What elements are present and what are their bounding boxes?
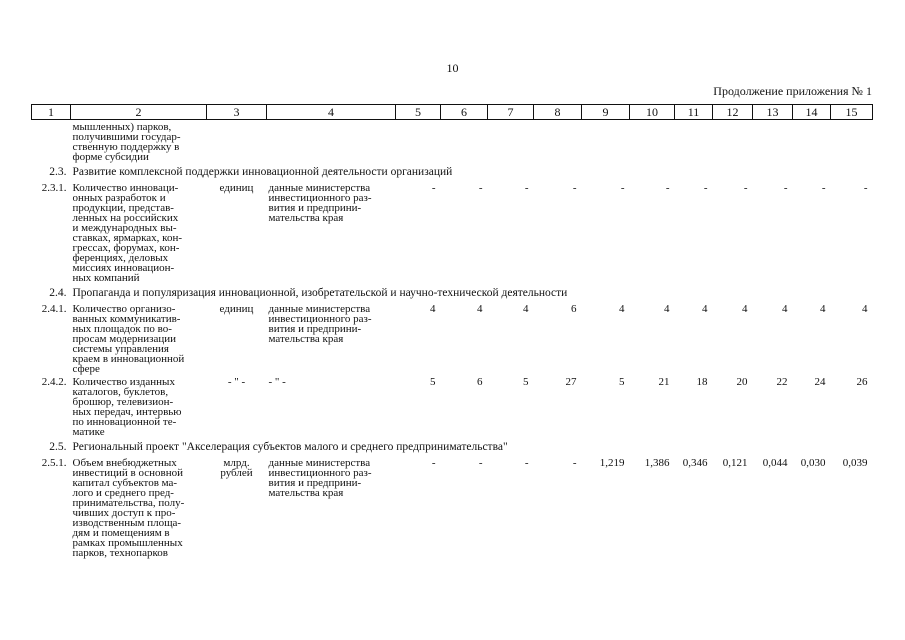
- indicator-unit: - " -: [227, 376, 246, 388]
- indicator-name: Количество изданных каталогов, буклетов, брошюр, телевизион- ных передач, интервью по инновационной те- матике: [72, 376, 182, 438]
- header-col-4: 4: [267, 105, 396, 120]
- indicator-value-col-5: -: [431, 457, 436, 469]
- indicator-value-col-10: 21: [658, 376, 670, 388]
- header-col-3: 3: [207, 105, 267, 120]
- header-col-7: 7: [488, 105, 534, 120]
- indicator-value-col-10: 1,386: [644, 457, 670, 469]
- indicator-value-col-8: 6: [571, 303, 577, 315]
- indicator-value-col-10: -: [665, 182, 670, 194]
- indicator-source: данные министерства инвестиционного раз- вития и предприни- мательства края: [268, 457, 372, 499]
- indicator-value-col-15: 4: [862, 303, 868, 315]
- indicator-value-col-6: 4: [477, 303, 483, 315]
- section-title: Пропаганда и популяризация инновационной, изобретательской и научно-технической деятельности: [72, 287, 568, 299]
- indicator-row: [32, 456, 873, 559]
- indicator-value-col-9: 4: [619, 303, 625, 315]
- indicator-value-col-14: 24: [814, 376, 826, 388]
- indicator-number: 2.5.1.: [41, 457, 67, 469]
- indicator-name: Количество инноваци- онных разработок и продукции, представ- ленных на российских и международных вы- ставках, ярмарках, кон- грессах, форумах, кон- ференциях, деловых миссиях инновацион- ных компаний: [72, 182, 183, 284]
- indicator-value-col-7: -: [524, 182, 529, 194]
- indicator-value-col-14: 4: [820, 303, 826, 315]
- indicator-value-col-6: -: [478, 182, 483, 194]
- page-number: 10: [446, 61, 459, 75]
- carry-over-text: мышленных) парков, получившими государ- ственную поддержку в форме субсидии: [72, 121, 181, 163]
- indicator-row: [32, 375, 873, 438]
- indicator-value-col-9: 1,219: [599, 457, 625, 469]
- header-col-6: 6: [441, 105, 488, 120]
- indicator-value-col-12: -: [743, 182, 748, 194]
- header-col-14: 14: [793, 105, 831, 120]
- header-col-5: 5: [396, 105, 441, 120]
- header-col-10: 10: [630, 105, 675, 120]
- indicator-value-col-15: -: [863, 182, 868, 194]
- indicator-name: Количество организо- ванных коммуникатив- ных площадок по во- просам модернизации системы управления краем в инновационной сфере: [72, 303, 185, 375]
- section-number: 2.3.: [49, 166, 67, 178]
- section-number: 2.5.: [49, 441, 67, 453]
- indicator-value-col-13: -: [783, 182, 788, 194]
- indicator-row: [32, 181, 873, 284]
- section-number: 2.4.: [49, 287, 67, 299]
- section-title: Развитие комплексной поддержки инновационной деятельности организаций: [72, 166, 453, 178]
- indicator-value-col-15: 26: [856, 376, 868, 388]
- continuation-title: Продолжение приложения № 1: [713, 84, 872, 98]
- indicator-value-col-14: 0,030: [800, 457, 826, 469]
- indicator-value-col-8: 27: [565, 376, 577, 388]
- appendix-table: [31, 104, 873, 559]
- indicator-unit: млрд. рублей: [220, 457, 253, 479]
- indicator-value-col-9: 5: [619, 376, 625, 388]
- indicator-value-col-7: 4: [523, 303, 529, 315]
- header-col-13: 13: [753, 105, 793, 120]
- indicator-number: 2.3.1.: [41, 182, 67, 194]
- indicator-value-col-15: 0,039: [842, 457, 868, 469]
- indicator-unit: единиц: [219, 182, 254, 194]
- indicator-value-col-14: -: [821, 182, 826, 194]
- indicator-value-col-13: 22: [776, 376, 788, 388]
- indicator-source: - " -: [268, 376, 286, 388]
- header-col-15: 15: [831, 105, 873, 120]
- indicator-value-col-8: -: [572, 182, 577, 194]
- indicator-value-col-7: 5: [523, 376, 529, 388]
- indicator-value-col-7: -: [524, 457, 529, 469]
- indicator-unit: единиц: [219, 303, 254, 315]
- indicator-value-col-8: -: [572, 457, 577, 469]
- column-number-header-row: [32, 105, 873, 120]
- indicator-value-col-10: 4: [664, 303, 670, 315]
- header-col-1: 1: [32, 105, 71, 120]
- header-col-12: 12: [713, 105, 753, 120]
- indicator-value-col-6: 6: [477, 376, 483, 388]
- header-col-9: 9: [582, 105, 630, 120]
- header-col-11: 11: [675, 105, 713, 120]
- header-col-8: 8: [534, 105, 582, 120]
- indicator-value-col-9: -: [620, 182, 625, 194]
- indicator-value-col-12: 4: [742, 303, 748, 315]
- indicator-value-col-11: 18: [696, 376, 708, 388]
- section-row: [32, 163, 873, 181]
- indicator-value-col-12: 20: [736, 376, 748, 388]
- section-row: [32, 284, 873, 302]
- header-col-2: 2: [71, 105, 207, 120]
- indicator-value-col-5: 4: [430, 303, 436, 315]
- indicator-value-col-11: 0,346: [682, 457, 708, 469]
- indicator-value-col-6: -: [478, 457, 483, 469]
- indicator-value-col-13: 4: [782, 303, 788, 315]
- section-row: [32, 438, 873, 456]
- indicator-source: данные министерства инвестиционного раз- вития и предприни- мательства края: [268, 303, 372, 345]
- carry-over-row: [32, 120, 873, 164]
- indicator-value-col-13: 0,044: [762, 457, 788, 469]
- indicator-value-col-5: -: [431, 182, 436, 194]
- indicator-source: данные министерства инвестиционного раз- вития и предприни- мательства края: [268, 182, 372, 224]
- indicator-value-col-11: 4: [702, 303, 708, 315]
- indicator-name: Объем внебюджетных инвестиций в основной капитал субъектов ма- лого и среднего пред- принимательства, полу- чивших доступ к про- изводственным площа- дям и помещениям в рамках промышленных парков, технопарков: [72, 457, 185, 559]
- indicator-value-col-5: 5: [430, 376, 436, 388]
- indicator-number: 2.4.1.: [41, 303, 67, 315]
- indicator-value-col-11: -: [703, 182, 708, 194]
- section-title: Региональный проект "Акселерация субъектов малого и среднего предпринимательства": [72, 441, 508, 453]
- indicator-value-col-12: 0,121: [722, 457, 748, 469]
- indicator-number: 2.4.2.: [41, 376, 67, 388]
- indicator-row: [32, 302, 873, 375]
